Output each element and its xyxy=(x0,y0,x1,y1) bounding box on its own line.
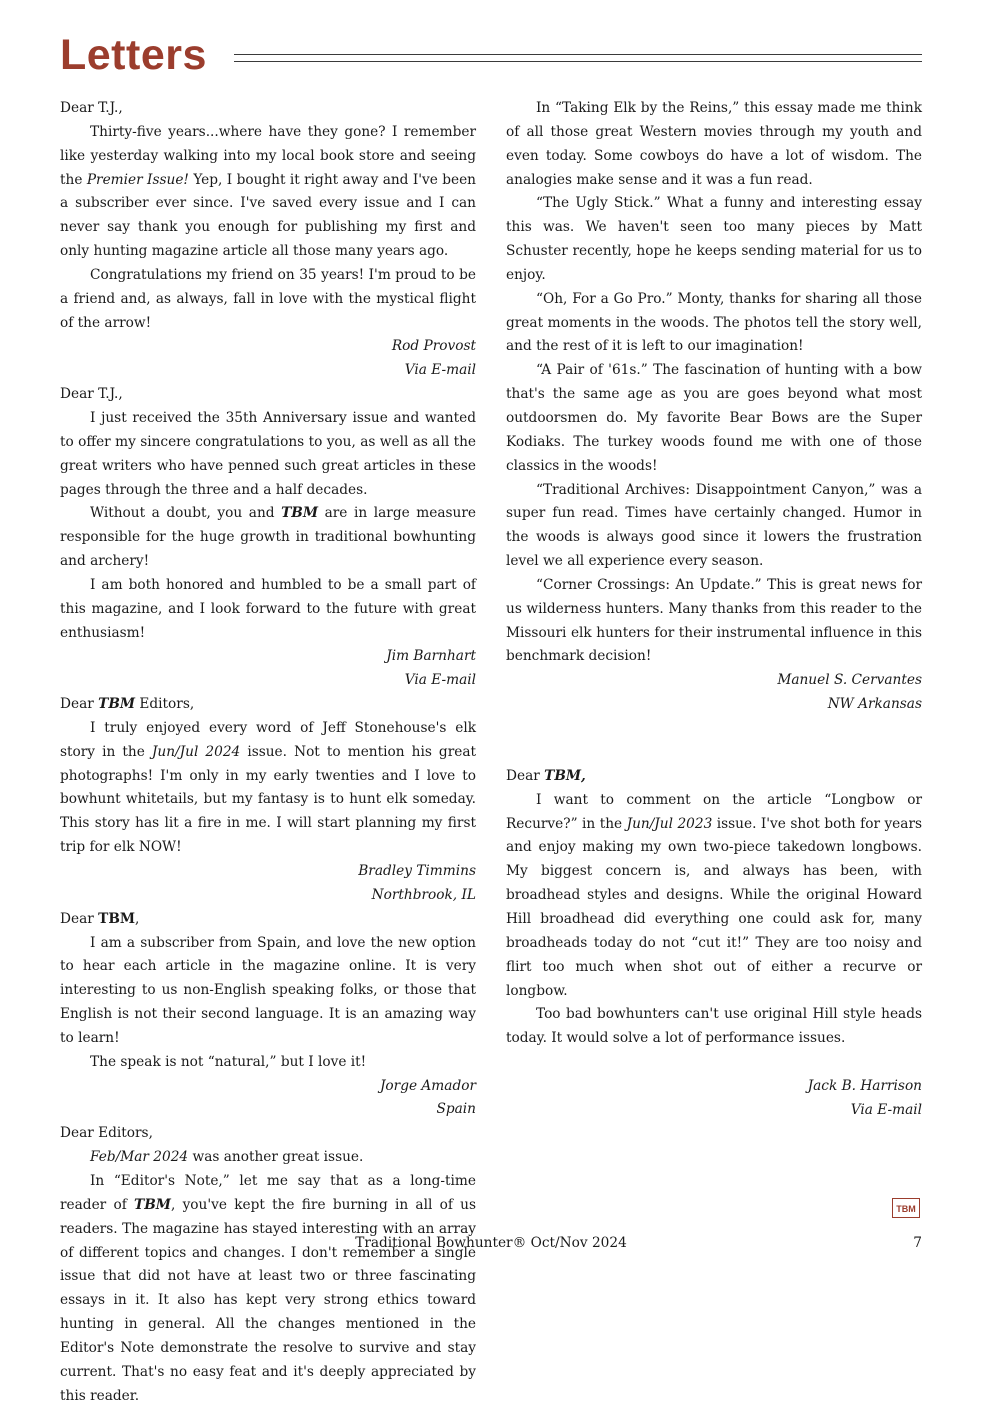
letter-paragraph: Congratulations my friend on 35 years! I'm proud to be a friend and, as always, fall in love with the mystical flight of the arrow! xyxy=(60,266,476,331)
letter-paragraph: The speak is not “natural,” but I love it! xyxy=(90,1053,367,1070)
letter-paragraph: “Oh, For a Go Pro.” Monty, thanks for sharing all those great moments in the woods. The photos tell the story well, and the rest of it is left to our imagination! xyxy=(506,290,922,355)
letter-signature-name: Jorge Amador xyxy=(379,1077,476,1094)
letter-signature-location: Via E-mail xyxy=(850,1101,922,1118)
page-title: Letters xyxy=(60,31,207,79)
letter-signature-location: Via E-mail xyxy=(404,672,476,689)
letter-signature-name: Rod Provost xyxy=(391,338,476,355)
page-header xyxy=(60,30,922,80)
right-column xyxy=(506,97,922,1123)
header-rule-bottom xyxy=(234,61,922,62)
letter-paragraph: I am both honored and humbled to be a small part of this magazine, and I look forward to the future with great enthusiasm! xyxy=(60,576,476,641)
letter-paragraph: Feb/Mar 2024 was another great issue. xyxy=(90,1149,364,1166)
header-rule-top xyxy=(234,54,922,55)
letter-salutation: Dear Editors, xyxy=(60,1125,153,1142)
letter-paragraph: I just received the 35th Anniversary issue and wanted to offer my sincere congratulations to you, as well as all the great writers who have penned such great articles in these pages through the three and a half decades. xyxy=(60,409,476,498)
letter-paragraph: Without a doubt, you and TBM are in large measure responsible for the huge growth in traditional bowhunting and archery! xyxy=(60,505,476,570)
letter-paragraph: “Corner Crossings: An Update.” This is great news for us wilderness hunters. Many thanks from this reader to the Missouri elk hunters for their instrumental influence in this benchmark decision! xyxy=(506,576,922,665)
letter-salutation: Dear TBM Editors, xyxy=(60,696,195,713)
spacer xyxy=(506,1051,922,1075)
letter-signature-name: Jim Barnhart xyxy=(386,648,476,665)
letter-signature-name: Jack B. Harrison xyxy=(807,1078,922,1095)
letter-paragraph: I am a subscriber from Spain, and love the new option to hear each article in the magazine online. It is very interesting to us non-English speaking folks, or those that English is not their second language. It is an amazing way to learn! xyxy=(60,934,476,1046)
letter-signature-location: Spain xyxy=(436,1101,476,1118)
letter-salutation: Dear TBM, xyxy=(60,910,140,927)
letter-paragraph: Too bad bowhunters can't use original Hill style heads today. It would solve a lot of performance issues. xyxy=(506,1006,922,1047)
letter-salutation: Dear T.J., xyxy=(60,100,123,116)
page-number: 7 xyxy=(913,1235,922,1251)
letter-paragraph: In “Editor's Note,” let me say that as a long-time reader of TBM, you've kept the fire burning in all of us readers. The magazine has stayed interesting with an array of different topics and changes. I don't remember a single issue that did not have at least two or three fascinating essays in it. It also has kept very strong ethics toward hunting in general. All the changes mentioned in the Editor's Note demonstrate the resolve to survive and stay current. That's no easy feat and it's deeply appreciated by this reader. xyxy=(60,1172,477,1404)
letter-paragraph: I want to comment on the article “Longbow or Recurve?” in the Jun/Jul 2023 issue. I've shot both for years and enjoy making my own two-piece takedown longbows. My biggest concern is, and always has been, with broadhead styles and designs. While the original Howard Hill broadhead did everything one could ask for, many broadheads today do not “cut it!” They are too noisy and flirt too much when shot out of either a recurve or longbow. xyxy=(506,791,923,999)
letter-paragraph: “A Pair of '61s.” The fascination of hunting with a bow that's the same age as you are goes beyond what most outdoorsmen do. My favorite Bear Bows are the Super Kodiaks. The turkey woods found me with one of those classics in the woods! xyxy=(506,362,922,474)
letter-salutation: Dear TBM, xyxy=(506,767,586,784)
tbm-end-badge: TBM xyxy=(892,1198,920,1218)
letter-paragraph: Thirty-five years...where have they gone? I remember like yesterday walking into my local book store and seeing the Premier Issue! Yep, I bought it right away and I've been a subscriber ever since. I've saved every issue and I can never say thank you enough for publishing my first and only hunting magazine article all those many years ago. xyxy=(60,123,476,260)
letter-paragraph: “The Ugly Stick.” What a funny and interesting essay this was. We haven't seen too many pieces by Matt Schuster recently, hope he keeps sending material for us to enjoy. xyxy=(506,195,922,283)
letter-signature-name: Bradley Timmins xyxy=(358,863,476,879)
spacer xyxy=(506,717,922,765)
letter-signature-location: Via E-mail xyxy=(404,362,476,379)
letter-signature-location: NW Arkansas xyxy=(827,696,922,713)
page-footer: Traditional Bowhunter® Oct/Nov 2024 xyxy=(355,1235,627,1251)
letter-paragraph: “Traditional Archives: Disappointment Canyon,” was a super fun read. Times have certainly changed. Humor in the woods is always good since it lowers the frustration level we all experience every season. xyxy=(506,481,922,570)
letter-salutation: Dear T.J., xyxy=(60,386,123,403)
letter-signature-name: Manuel S. Cervantes xyxy=(777,672,922,689)
letter-paragraph: In “Taking Elk by the Reins,” this essay made me think of all those great Western movies through my youth and even today. Some cowboys do have a lot of wisdom. The analogies make sense and it was a fun read. xyxy=(506,100,922,188)
left-column xyxy=(60,97,476,1408)
letter-paragraph: I truly enjoyed every word of Jeff Stonehouse's elk story in the Jun/Jul 2024 issue. Not to mention his great photographs! I'm only in my early twenties and I love to bowhunt whitetails, but my fantasy is to hunt elk someday. This story has lit a fire in me. I will start planning my first trip for elk NOW! xyxy=(60,719,476,856)
letter-signature-location: Northbrook, IL xyxy=(371,886,476,903)
